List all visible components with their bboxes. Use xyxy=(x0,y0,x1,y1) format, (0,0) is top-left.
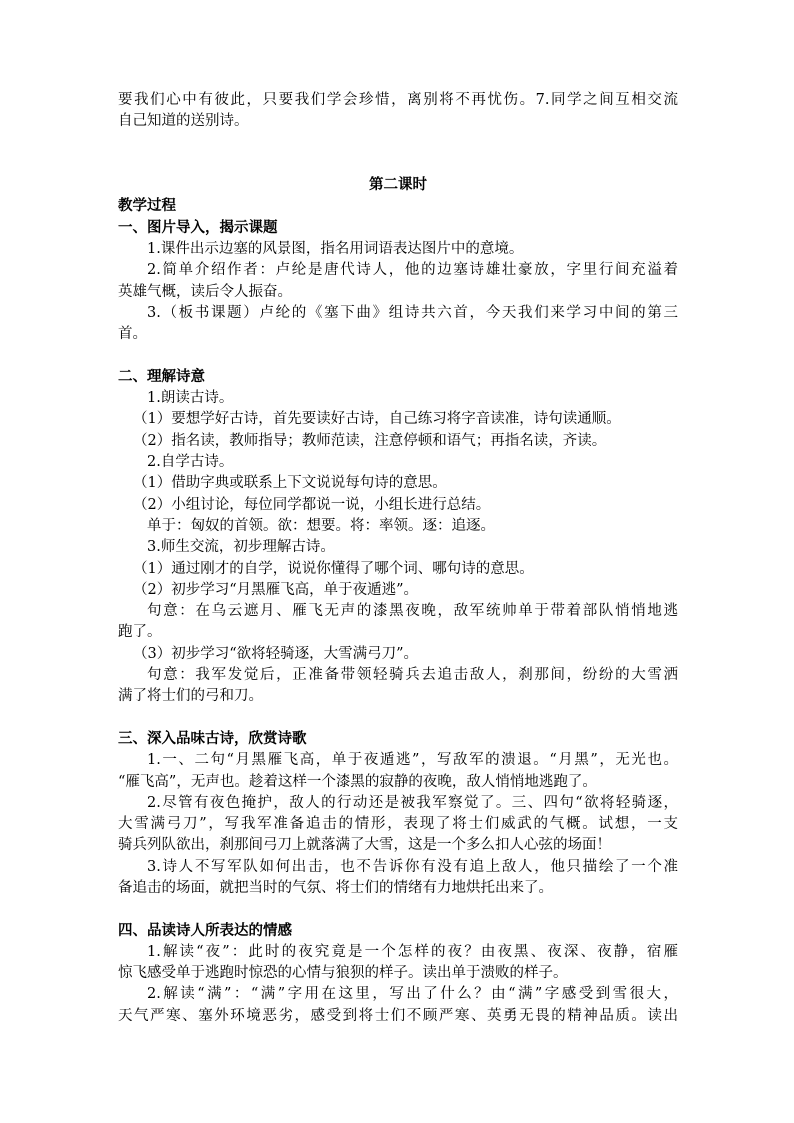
section-heading: 一、图片导入，揭示课题 xyxy=(118,219,278,236)
section-heading: 四、品读诗人所表达的情感 xyxy=(118,922,292,939)
paragraph-line: 首。 xyxy=(118,326,147,343)
paragraph-line: 英雄气概，读后令人振奋。 xyxy=(118,283,292,300)
paragraph-line: 3.诗人不写军队如何出击，也不告诉你有没有追上敌人，他只描绘了一个准 xyxy=(147,858,678,875)
paragraph-line: 2.尽管有夜色掩护，敌人的行动还是被我军察觉了。三、四句“欲将轻骑逐， xyxy=(147,794,678,811)
paragraph-line: 句意：我军发觉后，正准备带领轻骑兵去追击敌人，刹那间，纷纷的大雪洒 xyxy=(147,667,678,684)
paragraph-line: “雁飞高”，无声也。趁着这样一个漆黑的寂静的夜晚，敌人悄悄地逃跑了。 xyxy=(118,773,597,790)
process-heading: 教学过程 xyxy=(118,198,176,215)
paragraph-line: 2.自学古诗。 xyxy=(147,454,234,471)
paragraph-line: （2）指名读，教师指导；教师范读，注意停顿和语气；再指名读，齐读。 xyxy=(133,432,607,449)
paragraph-line: （2）小组讨论，每位同学都说一说，小组长进行总结。 xyxy=(133,496,491,513)
paragraph-line: 天气严寒、塞外环境恶劣，感受到将士们不顾严寒、英勇无畏的精神品质。读出 xyxy=(118,1007,678,1024)
paragraph-line: （1）通过刚才的自学，说说你懂得了哪个词、哪句诗的意思。 xyxy=(133,560,534,577)
paragraph-line: 单于：匈奴的首领。欲：想要。将：率领。逐：追逐。 xyxy=(147,517,495,534)
paragraph-line: 3.师生交流，初步理解古诗。 xyxy=(147,539,335,556)
paragraph-line: 句意：在乌云遮月、雁飞无声的漆黑夜晚，敌军统帅单于带着部队悄悄地逃 xyxy=(147,603,678,620)
paragraph-line: 2.解读“满”：“满”字用在这里，写出了什么？由“满”字感受到雪很大， xyxy=(147,986,678,1003)
paragraph-line: 跑了。 xyxy=(118,624,162,641)
paragraph-line: 大雪满弓刀”，写我军准备追击的情形，表现了将士们威武的气概。试想，一支 xyxy=(118,816,678,833)
paragraph-line: （1）借助字典或联系上下文说说每句诗的意思。 xyxy=(133,475,447,492)
paragraph-line: （2）初步学习“月黑雁飞高，单于夜遁逃”。 xyxy=(133,581,419,598)
intro-line: 要我们心中有彼此，只要我们学会珍惜，离别将不再忧伤。7.同学之间互相交流 xyxy=(118,92,678,108)
lesson-title: 第二课时 xyxy=(369,177,427,194)
paragraph-line: 3.（板书课题）卢纶的《塞下曲》组诗共六首，今天我们来学习中间的第三 xyxy=(147,304,678,321)
document-page xyxy=(118,90,678,1027)
paragraph-line: 1.一、二句“月黑雁飞高，单于夜遁逃”，写敌军的溃退。“月黑”，无光也。 xyxy=(147,752,678,769)
section-heading: 二、理解诗意 xyxy=(118,368,205,385)
paragraph-line: 1.课件出示边塞的风景图，指名用词语表达图片中的意境。 xyxy=(147,241,524,258)
paragraph-line: 2.简单介绍作者：卢纶是唐代诗人，他的边塞诗雄壮豪放，字里行间充溢着 xyxy=(147,262,678,279)
paragraph-line: 1.朗读古诗。 xyxy=(147,390,234,407)
paragraph-line: 骑兵列队欲出，刹那间弓刀上就落满了大雪，这是一个多么扣人心弦的场面！ xyxy=(118,837,611,854)
intro-line: 自己知道的送别诗。 xyxy=(118,113,249,130)
paragraph-line: 备追击的场面，就把当时的气氛、将士们的情绪有力地烘托出来了。 xyxy=(118,879,553,896)
paragraph-line: 1.解读“夜”：此时的夜究竟是一个怎样的夜？由夜黑、夜深、夜静，宿雁 xyxy=(147,943,678,960)
paragraph-line: （3）初步学习“欲将轻骑逐，大雪满弓刀”。 xyxy=(133,645,419,662)
paragraph-line: （1）要想学好古诗，首先要读好古诗，自己练习将字音读准，诗句读通顺。 xyxy=(133,411,621,428)
paragraph-line: 满了将士们的弓和刀。 xyxy=(118,688,263,705)
section-heading: 三、深入品味古诗，欣赏诗歌 xyxy=(118,730,307,747)
paragraph-line: 惊飞感受单于逃跑时惊恐的心情与狼狈的样子。读出单于溃败的样子。 xyxy=(118,965,568,982)
